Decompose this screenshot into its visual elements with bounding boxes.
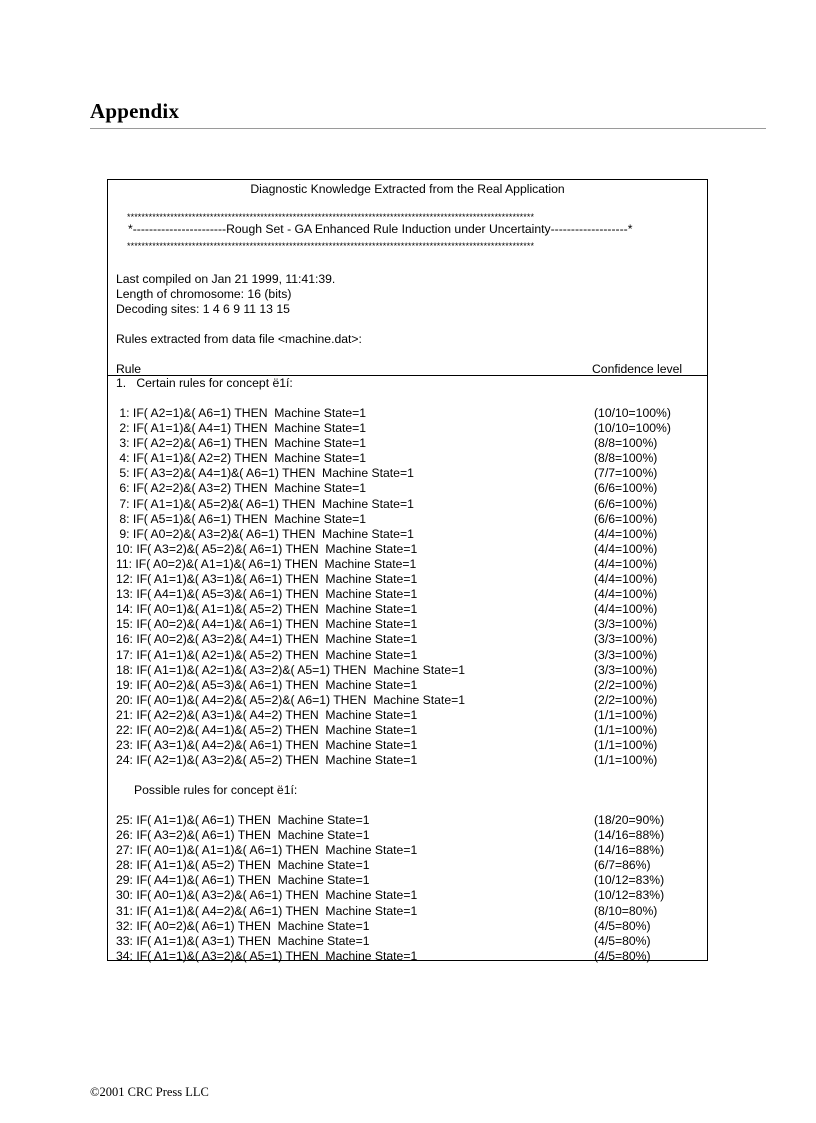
rule-row	[116, 753, 707, 768]
rule-row	[116, 557, 707, 572]
rule-row	[116, 828, 707, 843]
rule-text: 34: IF( A1=1)&( A3=2)&( A5=1) THEN Machine State=1	[116, 948, 418, 963]
rule-row	[116, 723, 707, 738]
decoding-sites: Decoding sites: 1 4 6 9 11 13 15	[116, 302, 290, 316]
rule-text: 6: IF( A2=2)&( A3=2) THEN Machine State=1	[116, 481, 367, 496]
rule-confidence: (4/4=100%)	[594, 556, 658, 571]
column-header-confidence: Confidence level	[592, 362, 683, 376]
rule-row	[116, 858, 707, 873]
stars-bottom: *****************************************************************************************************************	[127, 241, 535, 251]
rule-row	[116, 542, 707, 557]
rule-row	[116, 421, 707, 436]
rule-confidence: (10/10=100%)	[594, 406, 671, 420]
rule-text: 30: IF( A0=1)&( A3=2)&( A6=1) THEN Machine State=1	[116, 888, 418, 903]
rule-text: 10: IF( A3=2)&( A5=2)&( A6=1) THEN Machine State=1	[116, 541, 418, 556]
rule-row	[116, 843, 707, 858]
chromosome-length: Length of chromosome: 16 (bits)	[116, 287, 292, 301]
rule-text: 32: IF( A0=2)&( A6=1) THEN Machine State=1	[116, 918, 370, 933]
rule-text: 3: IF( A2=2)&( A6=1) THEN Machine State=1	[116, 436, 367, 451]
certain-rules-list	[116, 406, 707, 768]
rule-row	[116, 587, 707, 602]
rule-text: 9: IF( A0=2)&( A3=2)&( A6=1) THEN Machine State=1	[116, 526, 414, 541]
heading-divider	[90, 128, 766, 129]
rule-row	[116, 934, 707, 949]
rule-text: 22: IF( A0=2)&( A4=1)&( A5=2) THEN Machine State=1	[116, 722, 418, 737]
section-certain-rules: 1. Certain rules for concept ë1í:	[116, 376, 293, 390]
rule-text: 19: IF( A0=2)&( A5=3)&( A6=1) THEN Machine State=1	[116, 677, 418, 692]
rule-text: 28: IF( A1=1)&( A5=2) THEN Machine State=1	[116, 858, 370, 873]
rule-confidence: (3/3=100%)	[594, 647, 658, 662]
rule-confidence: (6/6=100%)	[594, 511, 658, 526]
stars-top: *****************************************************************************************************************	[127, 212, 535, 222]
rule-confidence: (10/12=83%)	[594, 888, 665, 903]
rule-confidence: (8/8=100%)	[594, 451, 658, 466]
rule-row	[116, 678, 707, 693]
rule-confidence: (1/1=100%)	[594, 738, 658, 753]
box-title: Diagnostic Knowledge Extracted from the Real Application	[250, 182, 565, 196]
rule-row	[116, 738, 707, 753]
column-header-rule: Rule	[116, 362, 142, 376]
rule-confidence: (1/1=100%)	[594, 722, 658, 737]
rule-row	[116, 572, 707, 587]
rule-text: 8: IF( A5=1)&( A6=1) THEN Machine State=1	[116, 511, 367, 526]
rule-text: 26: IF( A3=2)&( A6=1) THEN Machine State=1	[116, 828, 370, 843]
rule-text: 5: IF( A3=2)&( A4=1)&( A6=1) THEN Machine State=1	[116, 466, 414, 481]
rule-row	[116, 466, 707, 481]
rule-confidence: (10/12=83%)	[594, 873, 665, 888]
rule-row	[116, 497, 707, 512]
rule-row	[116, 949, 707, 964]
copyright-footer: ©2001 CRC Press LLC	[90, 1085, 209, 1099]
rule-text: 27: IF( A0=1)&( A1=1)&( A6=1) THEN Machine State=1	[116, 843, 418, 858]
rule-text: 1: IF( A2=1)&( A6=1) THEN Machine State=1	[116, 406, 367, 420]
rules-listing-box	[107, 179, 708, 961]
rule-confidence: (6/6=100%)	[594, 496, 658, 511]
rule-confidence: (14/16=88%)	[594, 843, 665, 858]
rule-text: 23: IF( A3=1)&( A4=2)&( A6=1) THEN Machine State=1	[116, 738, 418, 753]
rule-row	[116, 632, 707, 647]
rule-confidence: (18/20=90%)	[594, 813, 665, 827]
rule-confidence: (1/1=100%)	[594, 707, 658, 722]
rule-confidence: (4/5=80%)	[594, 918, 651, 933]
rule-text: 25: IF( A1=1)&( A6=1) THEN Machine State=1	[116, 813, 370, 827]
possible-rules-list	[116, 813, 707, 964]
data-source: Rules extracted from data file <machine.dat>:	[116, 332, 362, 346]
rule-confidence: (2/2=100%)	[594, 692, 658, 707]
rule-row	[116, 813, 707, 828]
rule-row	[116, 617, 707, 632]
rule-confidence: (4/4=100%)	[594, 602, 658, 617]
rule-confidence: (14/16=88%)	[594, 828, 665, 843]
rule-confidence: (6/7=86%)	[594, 858, 651, 873]
rule-row	[116, 406, 707, 421]
rule-text: 24: IF( A2=1)&( A3=2)&( A5=2) THEN Machine State=1	[116, 753, 418, 768]
page-heading: Appendix	[90, 99, 180, 123]
rule-row	[116, 512, 707, 527]
rule-confidence: (4/4=100%)	[594, 587, 658, 602]
rule-row	[116, 648, 707, 663]
rule-confidence: (4/4=100%)	[594, 526, 658, 541]
rule-confidence: (8/10=80%)	[594, 903, 658, 918]
rule-text: 11: IF( A0=2)&( A1=1)&( A6=1) THEN Machine State=1	[116, 556, 417, 571]
rule-confidence: (2/2=100%)	[594, 677, 658, 692]
rule-confidence: (4/5=80%)	[594, 933, 651, 948]
rule-row	[116, 693, 707, 708]
rule-row	[116, 873, 707, 888]
rule-confidence: (4/4=100%)	[594, 541, 658, 556]
rule-text: 16: IF( A0=2)&( A3=2)&( A4=1) THEN Machine State=1	[116, 632, 418, 647]
rule-confidence: (3/3=100%)	[594, 632, 658, 647]
rule-text: 29: IF( A4=1)&( A6=1) THEN Machine State=1	[116, 873, 370, 888]
rule-confidence: (7/7=100%)	[594, 466, 658, 481]
rule-confidence: (4/4=100%)	[594, 572, 658, 587]
rule-row	[116, 663, 707, 678]
banner: *-----------------------Rough Set - GA Enhanced Rule Induction under Uncertainty-------------------*	[128, 222, 633, 236]
rule-row	[116, 527, 707, 542]
rule-confidence: (4/5=80%)	[594, 948, 651, 963]
rule-row	[116, 451, 707, 466]
section-possible-rules: Possible rules for concept ë1í:	[134, 783, 298, 797]
compiled-date: Last compiled on Jan 21 1999, 11:41:39.	[116, 272, 336, 286]
rule-text: 20: IF( A0=1)&( A4=2)&( A5=2)&( A6=1) THEN Machine State=1	[116, 692, 465, 707]
rule-confidence: (3/3=100%)	[594, 662, 658, 677]
rule-row	[116, 888, 707, 903]
rule-text: 13: IF( A4=1)&( A5=3)&( A6=1) THEN Machine State=1	[116, 587, 418, 602]
rule-text: 4: IF( A1=1)&( A2=2) THEN Machine State=1	[116, 451, 367, 466]
rule-row	[116, 904, 707, 919]
rule-confidence: (1/1=100%)	[594, 753, 658, 768]
rule-confidence: (8/8=100%)	[594, 436, 658, 451]
rule-confidence: (6/6=100%)	[594, 481, 658, 496]
rule-text: 33: IF( A1=1)&( A3=1) THEN Machine State=1	[116, 933, 370, 948]
rule-row	[116, 436, 707, 451]
rule-confidence: (3/3=100%)	[594, 617, 658, 632]
rule-text: 12: IF( A1=1)&( A3=1)&( A6=1) THEN Machine State=1	[116, 572, 418, 587]
rule-text: 14: IF( A0=1)&( A1=1)&( A5=2) THEN Machine State=1	[116, 602, 418, 617]
rule-text: 31: IF( A1=1)&( A4=2)&( A6=1) THEN Machine State=1	[116, 903, 418, 918]
rule-text: 7: IF( A1=1)&( A5=2)&( A6=1) THEN Machine State=1	[116, 496, 414, 511]
rule-text: 17: IF( A1=1)&( A2=1)&( A5=2) THEN Machine State=1	[116, 647, 418, 662]
rule-text: 2: IF( A1=1)&( A4=1) THEN Machine State=1	[116, 421, 367, 436]
rule-text: 15: IF( A0=2)&( A4=1)&( A6=1) THEN Machine State=1	[116, 617, 418, 632]
rule-text: 21: IF( A2=2)&( A3=1)&( A4=2) THEN Machine State=1	[116, 707, 418, 722]
rule-row	[116, 919, 707, 934]
rule-confidence: (10/10=100%)	[594, 421, 671, 436]
rule-row	[116, 481, 707, 496]
rule-row	[116, 602, 707, 617]
rule-row	[116, 708, 707, 723]
rule-text: 18: IF( A1=1)&( A2=1)&( A3=2)&( A5=1) THEN Machine State=1	[116, 662, 465, 677]
